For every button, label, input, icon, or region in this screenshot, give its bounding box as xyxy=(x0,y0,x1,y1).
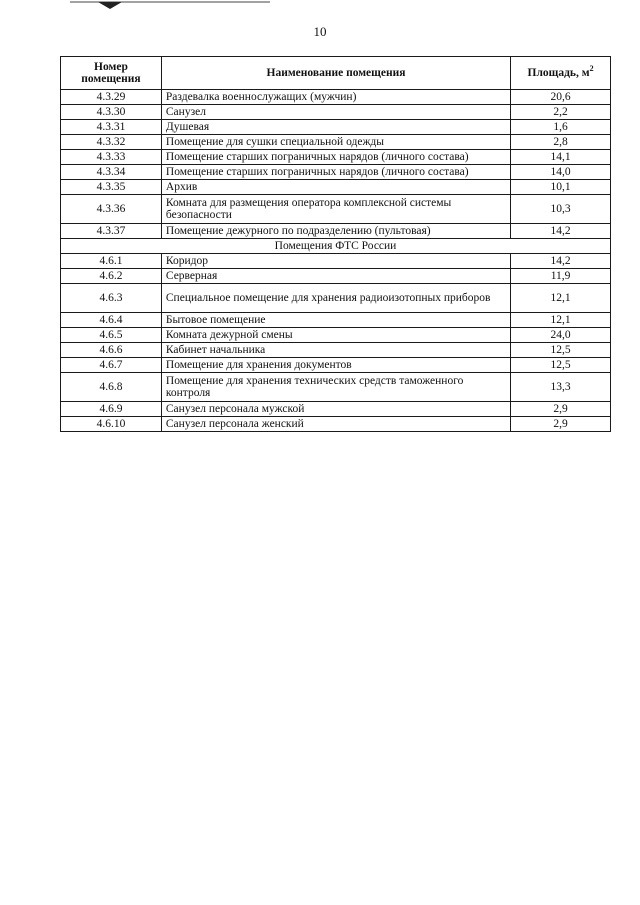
page-number: 10 xyxy=(313,24,327,39)
room-number: 4.6.2 xyxy=(61,269,162,284)
room-area: 12,5 xyxy=(511,343,611,358)
table-row xyxy=(61,417,611,432)
table-row xyxy=(61,150,611,165)
room-area: 13,3 xyxy=(511,373,611,402)
room-number: 4.6.8 xyxy=(61,373,162,402)
room-number: 4.6.1 xyxy=(61,254,162,269)
room-name: Помещение для хранения документов xyxy=(161,358,510,373)
room-name: Раздевалка военнослужащих (мужчин) xyxy=(161,90,510,105)
table-row xyxy=(61,313,611,328)
table-row xyxy=(61,195,611,224)
room-name: Бытовое помещение xyxy=(161,313,510,328)
room-name: Душевая xyxy=(161,120,510,135)
room-name: Помещение старших пограничных нарядов (личного состава) xyxy=(161,165,510,180)
room-number: 4.3.37 xyxy=(61,224,162,239)
header-area-superscript: 2 xyxy=(589,64,594,74)
table-row xyxy=(61,269,611,284)
table-row xyxy=(61,284,611,313)
room-area: 14,2 xyxy=(511,254,611,269)
room-number: 4.6.7 xyxy=(61,358,162,373)
room-number: 4.6.3 xyxy=(61,284,162,313)
scan-edge-mark xyxy=(70,0,270,12)
room-number: 4.3.33 xyxy=(61,150,162,165)
room-number: 4.6.10 xyxy=(61,417,162,432)
header-room-area xyxy=(511,57,611,90)
room-area: 2,9 xyxy=(511,402,611,417)
room-number: 4.6.6 xyxy=(61,343,162,358)
room-area: 2,2 xyxy=(511,105,611,120)
room-area: 12,5 xyxy=(511,358,611,373)
table-row xyxy=(61,90,611,105)
room-area: 10,3 xyxy=(511,195,611,224)
table-row xyxy=(61,254,611,269)
room-area: 10,1 xyxy=(511,180,611,195)
room-name: Комната дежурной смены xyxy=(161,328,510,343)
room-area: 2,8 xyxy=(511,135,611,150)
table-row xyxy=(61,165,611,180)
room-name: Специальное помещение для хранения радиоизотопных приборов xyxy=(161,284,510,313)
table-row xyxy=(61,373,611,402)
room-number: 4.3.36 xyxy=(61,195,162,224)
section-row xyxy=(61,239,611,254)
room-area: 14,1 xyxy=(511,150,611,165)
room-area: 12,1 xyxy=(511,284,611,313)
table-row xyxy=(61,120,611,135)
room-name: Помещение старших пограничных нарядов (личного состава) xyxy=(161,150,510,165)
table-row xyxy=(61,328,611,343)
header-room-name: Наименование помещения xyxy=(161,57,510,90)
table-row xyxy=(61,224,611,239)
section-title: Помещения ФТС России xyxy=(61,239,611,254)
room-name: Санузел персонала женский xyxy=(161,417,510,432)
room-area: 24,0 xyxy=(511,328,611,343)
room-name: Помещение для сушки специальной одежды xyxy=(161,135,510,150)
rooms-table xyxy=(60,56,611,432)
room-number: 4.6.4 xyxy=(61,313,162,328)
room-number: 4.6.5 xyxy=(61,328,162,343)
table-row xyxy=(61,180,611,195)
table-row xyxy=(61,402,611,417)
room-number: 4.3.34 xyxy=(61,165,162,180)
room-number: 4.3.32 xyxy=(61,135,162,150)
room-number: 4.3.35 xyxy=(61,180,162,195)
table-row xyxy=(61,358,611,373)
header-room-number: Номер помещения xyxy=(61,57,162,90)
header-area-label: Площадь, м xyxy=(527,67,590,79)
room-area: 12,1 xyxy=(511,313,611,328)
room-name: Серверная xyxy=(161,269,510,284)
room-area: 14,2 xyxy=(511,224,611,239)
room-number: 4.3.31 xyxy=(61,120,162,135)
room-name: Санузел xyxy=(161,105,510,120)
room-name: Коридор xyxy=(161,254,510,269)
table-row xyxy=(61,135,611,150)
room-name: Санузел персонала мужской xyxy=(161,402,510,417)
room-area: 20,6 xyxy=(511,90,611,105)
room-name: Помещение дежурного по подразделению (пультовая) xyxy=(161,224,510,239)
room-name: Помещение для хранения технических средств таможенного контроля xyxy=(161,373,510,402)
room-name: Архив xyxy=(161,180,510,195)
table-row xyxy=(61,105,611,120)
room-area: 2,9 xyxy=(511,417,611,432)
room-area: 1,6 xyxy=(511,120,611,135)
table-row xyxy=(61,343,611,358)
table-header-row xyxy=(61,57,611,90)
room-number: 4.3.30 xyxy=(61,105,162,120)
room-name: Кабинет начальника xyxy=(161,343,510,358)
room-number: 4.3.29 xyxy=(61,90,162,105)
room-name: Комната для размещения оператора комплексной системы безопасности xyxy=(161,195,510,224)
room-number: 4.6.9 xyxy=(61,402,162,417)
room-area: 14,0 xyxy=(511,165,611,180)
room-area: 11,9 xyxy=(511,269,611,284)
